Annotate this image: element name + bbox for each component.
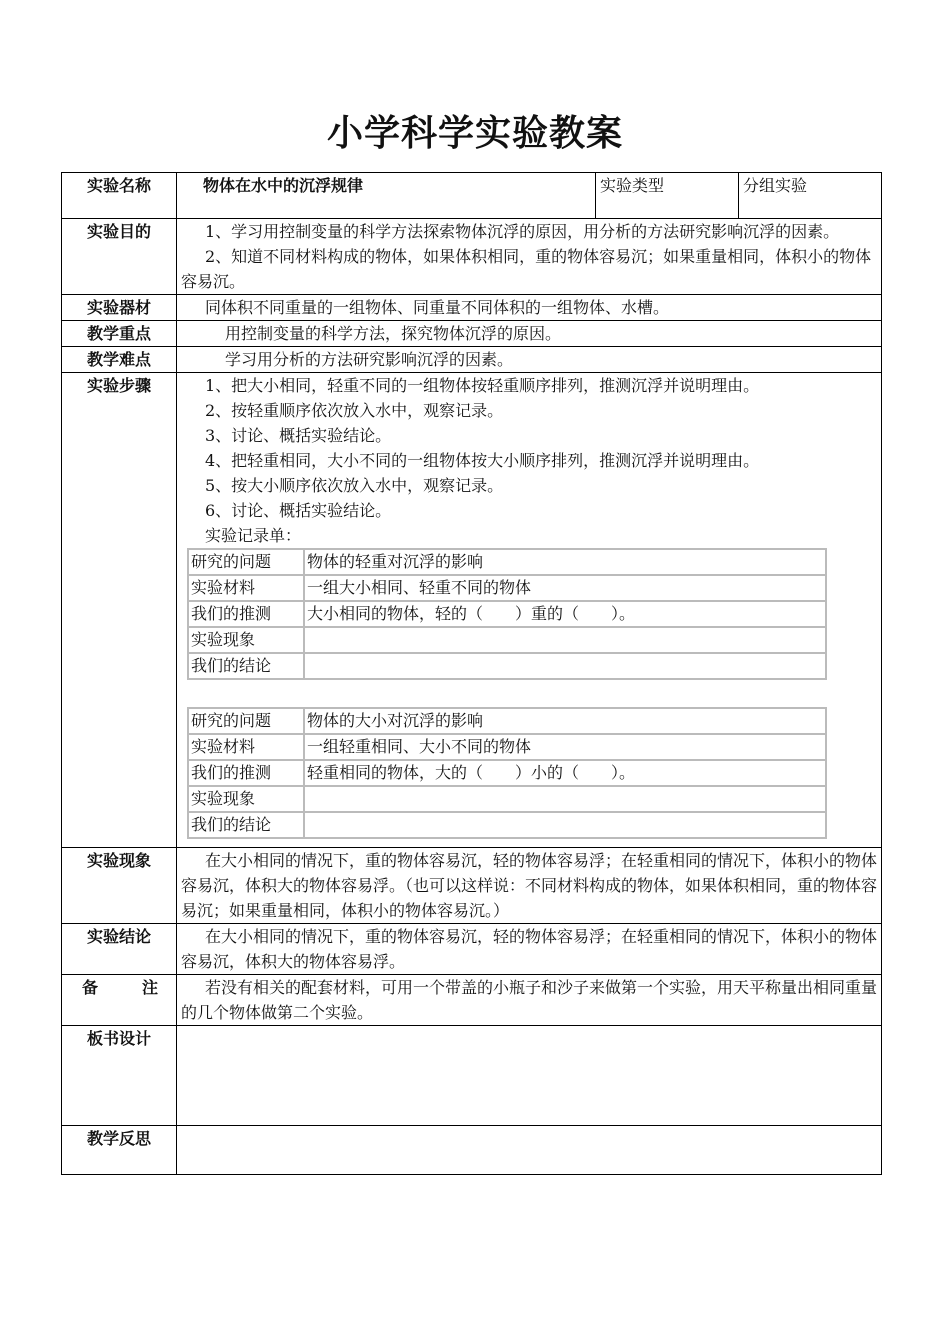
record-row — [188, 549, 826, 575]
key-point-text: 用控制变量的科学方法，探究物体沉浮的原因。 — [225, 324, 562, 343]
experiment-name-label: 实验名称 — [62, 173, 177, 219]
row-reflection — [62, 1126, 882, 1175]
record-row — [188, 575, 826, 601]
record-value: 一组轻重相同、大小不同的物体 — [304, 734, 826, 760]
row-purpose — [62, 219, 882, 295]
difficulty-label: 教学难点 — [62, 347, 177, 373]
purpose-line-2: 2、知道不同材料构成的物体，如果体积相同，重的物体容易沉；如果重量相同，体积小的物体容易沉。 — [181, 247, 872, 291]
record-row — [188, 653, 826, 679]
record-table-size — [187, 707, 827, 839]
record-key: 研究的问题 — [188, 708, 304, 734]
record-key: 研究的问题 — [188, 549, 304, 575]
row-conclusion — [62, 924, 882, 975]
record-row — [188, 760, 826, 786]
row-remarks — [62, 975, 882, 1026]
record-sheet-label: 实验记录单： — [205, 526, 302, 545]
purpose-label: 实验目的 — [62, 219, 177, 295]
conclusion-content — [177, 924, 882, 975]
remarks-label-right: 注 — [141, 978, 158, 997]
record-key: 我们的推测 — [188, 601, 304, 627]
purpose-line-1: 1、学习用控制变量的科学方法探索物体沉浮的原因，用分析的方法研究影响沉浮的因素。 — [205, 222, 840, 241]
row-phenomenon — [62, 848, 882, 924]
equipment-text: 同体积不同重量的一组物体、同重量不同体积的一组物体、水槽。 — [205, 298, 670, 317]
record-row — [188, 627, 826, 653]
experiment-type-label: 实验类型 — [596, 173, 739, 219]
remarks-label — [62, 975, 177, 1026]
step-item: 2、按轻重顺序依次放入水中，观察记录。 — [205, 401, 504, 420]
step-item: 4、把轻重相同，大小不同的一组物体按大小顺序排列，推测沉浮并说明理由。 — [205, 451, 760, 470]
equipment-content — [177, 295, 882, 321]
row-key-point — [62, 321, 882, 347]
record-value: 物体的轻重对沉浮的影响 — [304, 549, 826, 575]
record-value: 大小相同的物体，轻的（ ）重的（ ）。 — [304, 601, 826, 627]
record-value: 物体的大小对沉浮的影响 — [304, 708, 826, 734]
record-key: 我们的结论 — [188, 653, 304, 679]
row-steps — [62, 373, 882, 848]
difficulty-text: 学习用分析的方法研究影响沉浮的因素。 — [225, 350, 514, 369]
step-item: 1、把大小相同，轻重不同的一组物体按轻重顺序排列，推测沉浮并说明理由。 — [205, 376, 760, 395]
record-key: 实验材料 — [188, 734, 304, 760]
experiment-name-value: 物体在水中的沉浮规律 — [177, 173, 596, 219]
phenomenon-text: 在大小相同的情况下，重的物体容易沉，轻的物体容易浮；在轻重相同的情况下，体积小的物体容易沉，体积大的物体容易浮。（也可以这样说：不同材料构成的物体，如果体积相同，重的物体容易沉；如果重量相同，体积小的物体容易沉。） — [181, 851, 878, 920]
lesson-plan-table — [61, 172, 882, 1175]
steps-label: 实验步骤 — [62, 373, 177, 848]
equipment-label: 实验器材 — [62, 295, 177, 321]
step-item: 5、按大小顺序依次放入水中，观察记录。 — [205, 476, 504, 495]
phenomenon-label: 实验现象 — [62, 848, 177, 924]
reflection-label: 教学反思 — [62, 1126, 177, 1175]
record-key: 我们的推测 — [188, 760, 304, 786]
record-key: 实验材料 — [188, 575, 304, 601]
record-row — [188, 601, 826, 627]
key-point-label: 教学重点 — [62, 321, 177, 347]
remarks-content — [177, 975, 882, 1026]
board-design-label: 板书设计 — [62, 1026, 177, 1126]
record-value — [304, 627, 826, 653]
record-row — [188, 812, 826, 838]
step-item: 3、讨论、概括实验结论。 — [205, 426, 392, 445]
difficulty-content — [177, 347, 882, 373]
page-title: 小学科学实验教案 — [326, 113, 623, 154]
row-experiment-name — [62, 173, 882, 219]
steps-content — [177, 373, 882, 848]
board-design-content — [177, 1026, 882, 1126]
remarks-text: 若没有相关的配套材料，可用一个带盖的小瓶子和沙子来做第一个实验，用天平称量出相同重量的几个物体做第二个实验。 — [181, 978, 878, 1022]
record-key: 实验现象 — [188, 786, 304, 812]
conclusion-label: 实验结论 — [62, 924, 177, 975]
record-value: 一组大小相同、轻重不同的物体 — [304, 575, 826, 601]
experiment-type-value: 分组实验 — [739, 173, 882, 219]
record-value — [304, 653, 826, 679]
row-difficulty — [62, 347, 882, 373]
conclusion-text: 在大小相同的情况下，重的物体容易沉，轻的物体容易浮；在轻重相同的情况下，体积小的物体容易沉，体积大的物体容易浮。 — [181, 927, 878, 971]
remarks-label-left: 备 — [82, 978, 99, 997]
step-item: 6、讨论、概括实验结论。 — [205, 501, 392, 520]
record-value: 轻重相同的物体，大的（ ）小的（ ）。 — [304, 760, 826, 786]
record-row — [188, 708, 826, 734]
phenomenon-content — [177, 848, 882, 924]
record-value — [304, 786, 826, 812]
record-key: 我们的结论 — [188, 812, 304, 838]
reflection-content — [177, 1126, 882, 1175]
record-table-weight — [187, 548, 827, 680]
record-row — [188, 734, 826, 760]
row-board-design — [62, 1026, 882, 1126]
key-point-content — [177, 321, 882, 347]
record-value — [304, 812, 826, 838]
record-key: 实验现象 — [188, 627, 304, 653]
row-equipment — [62, 295, 882, 321]
purpose-content — [177, 219, 882, 295]
record-row — [188, 786, 826, 812]
